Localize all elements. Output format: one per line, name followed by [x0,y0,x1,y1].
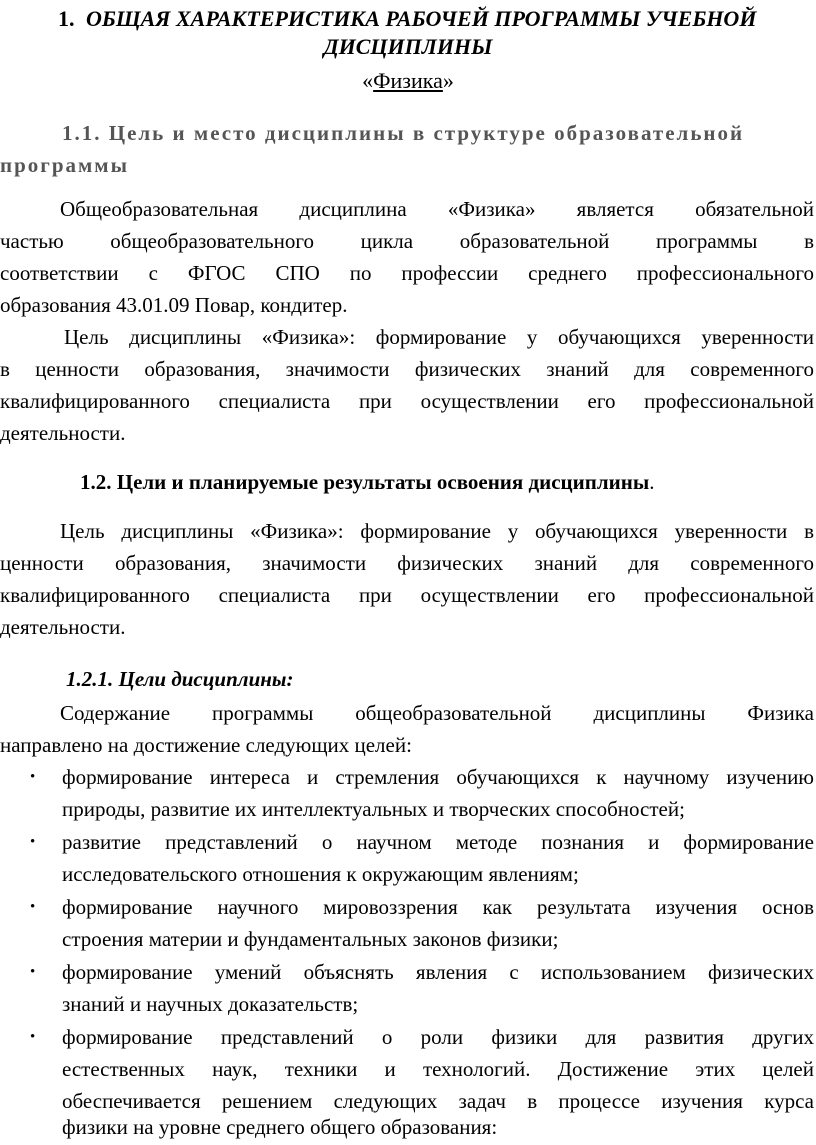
paragraph-4-line-1: Содержание программы общеобразовательной дисциплины Физика [60,701,814,725]
paragraph-4-line-2: направлено на достижение следующих целей: [0,733,412,757]
section-1-1-heading-line-1: 1.1. Цель и место дисциплины в структуре образовательной [62,121,745,145]
bullet-1-line-2: природы, развитие их интеллектуальных и творческих способностей; [62,797,685,821]
paragraph-3-line-2: ценности образования, значимости физических знаний для современного [0,551,814,575]
bullet-1-line-1: формирование интереса и стремления обучающихся к научному изучению [62,765,814,789]
section-1-2-title: 1.2. Цели и планируемые результаты освоения дисциплины [80,470,650,494]
paragraph-1-line-1: Общеобразовательная дисциплина «Физика» является обязательной [60,197,814,221]
subject-open-quote: « [362,68,374,93]
subject-name: Физика [373,68,443,93]
bullet-4-line-1: формирование умений объяснять явления с использованием физических [62,960,814,984]
main-heading-line-1 [58,4,756,34]
paragraph-2-line-4: деятельности. [0,421,126,445]
section-1-2-1-heading: 1.2.1. Цели дисциплины: [66,667,294,691]
bullet-marker: • [30,769,36,785]
main-heading-number: 1. [58,6,75,31]
bullet-marker: • [30,899,36,915]
section-1-2-heading [80,467,655,497]
paragraph-2-line-1: Цель дисциплины «Физика»: формирование у обучающихся уверенности [64,325,814,349]
bullet-2-line-2: исследовательского отношения к окружающим явлениям; [62,862,579,886]
bullet-3-line-2: строения материи и фундаментальных законов физики; [62,927,559,951]
subject-title [0,66,816,96]
bullet-5-line-2: естественных наук, техники и технологий. Достижение этих целей [62,1057,814,1081]
main-heading-text: ОБЩАЯ ХАРАКТЕРИСТИКА РАБОЧЕЙ ПРОГРАММЫ УЧЕБНОЙ [86,6,757,31]
paragraph-1-line-4: образования 43.01.09 Повар, кондитер. [0,293,348,317]
subject-close-quote: » [442,68,454,93]
section-1-1-heading-line-2: программы [0,153,129,177]
paragraph-2-line-2: в ценности образования, значимости физических знаний для современного [0,357,814,381]
bullet-marker: • [30,834,36,850]
section-1-2-period: . [649,470,655,494]
bullet-marker: • [30,1029,36,1045]
bullet-marker: • [30,964,36,980]
bullet-4-line-2: знаний и научных доказательств; [62,992,359,1016]
bullet-5-line-4: физики на уровне среднего общего образования: [62,1115,498,1139]
paragraph-2-line-3: квалифицированного специалиста при осуществлении его профессиональной [0,389,814,413]
paragraph-1-line-2: частью общеобразовательного цикла образовательной программы в [0,229,814,253]
paragraph-3-line-1: Цель дисциплины «Физика»: формирование у обучающихся уверенности в [60,519,814,543]
paragraph-3-line-3: квалифицированного специалиста при осуществлении его профессиональной [0,583,814,607]
bullet-3-line-1: формирование научного мировоззрения как результата изучения основ [62,895,814,919]
paragraph-3-line-4: деятельности. [0,615,126,639]
bullet-2-line-1: развитие представлений о научном методе познания и формирование [62,830,814,854]
bullet-5-line-3: обеспечивается решением следующих задач в процессе изучения курса [62,1089,814,1113]
main-heading-line-2: ДИСЦИПЛИНЫ [323,34,493,59]
bullet-5-line-1: формирование представлений о роли физики для развития других [62,1025,814,1049]
paragraph-1-line-3: соответствии с ФГОС СПО по профессии среднего профессионального [0,261,814,285]
